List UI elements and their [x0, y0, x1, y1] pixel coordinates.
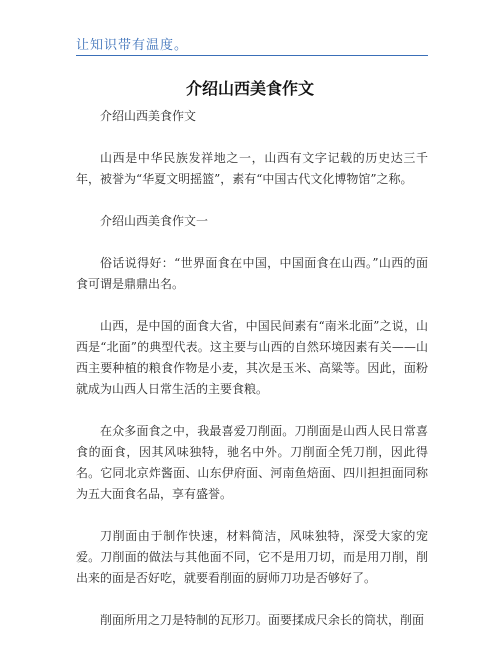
- paragraph: 介绍山西美食作文一: [100, 214, 209, 228]
- paragraph: 山西，是中国的面食大省，中国民间素有“南米北面”之说，山西是“北面”的典型代表。这主要与山西的自然环境因素有关——山西主要种植的粮食作物是小麦，其次是玉米、高粱等。因此，面粉就成为山西人日常生活的主要食粮。: [76, 319, 428, 396]
- paragraph: 削面所用之刀是特制的瓦形刀。面要揉成尺余长的筒状，削面: [100, 613, 425, 627]
- paragraph: 山西是中华民族发祥地之一，山西有文字记载的历史达三千年，被誉为“华夏文明摇篮”，素有“中国古代文化博物馆”之称。: [76, 151, 428, 186]
- header-divider: [76, 55, 428, 56]
- paragraph: 俗话说得好：“世界面食在中国，中国面食在山西。”山西的面食可谓是鼎鼎出名。: [76, 256, 428, 291]
- header-slogan: 让知识带有温度。: [76, 38, 189, 53]
- paragraph: 在众多面食之中，我最喜爱刀削面。刀削面是山西人民日常喜食的面食，因其风味独特，驰名中外。刀削面全凭刀削，因此得名。它同北京炸酱面、山东伊府面、河南鱼焙面、四川担担面同称为五大面食名品，享有盛誉。: [76, 424, 428, 501]
- document-body: [76, 106, 428, 652]
- paragraph: 介绍山西美食作文: [100, 109, 197, 123]
- document-title: 介绍山西美食作文: [185, 79, 314, 98]
- paragraph: 刀削面由于制作快速，材料简洁，风味独特，深受大家的宠爱。刀削面的做法与其他面不同，它不是用刀切，而是用刀削，削出来的面是否好吃，就要看削面的厨师刀功是否够好了。: [76, 529, 428, 585]
